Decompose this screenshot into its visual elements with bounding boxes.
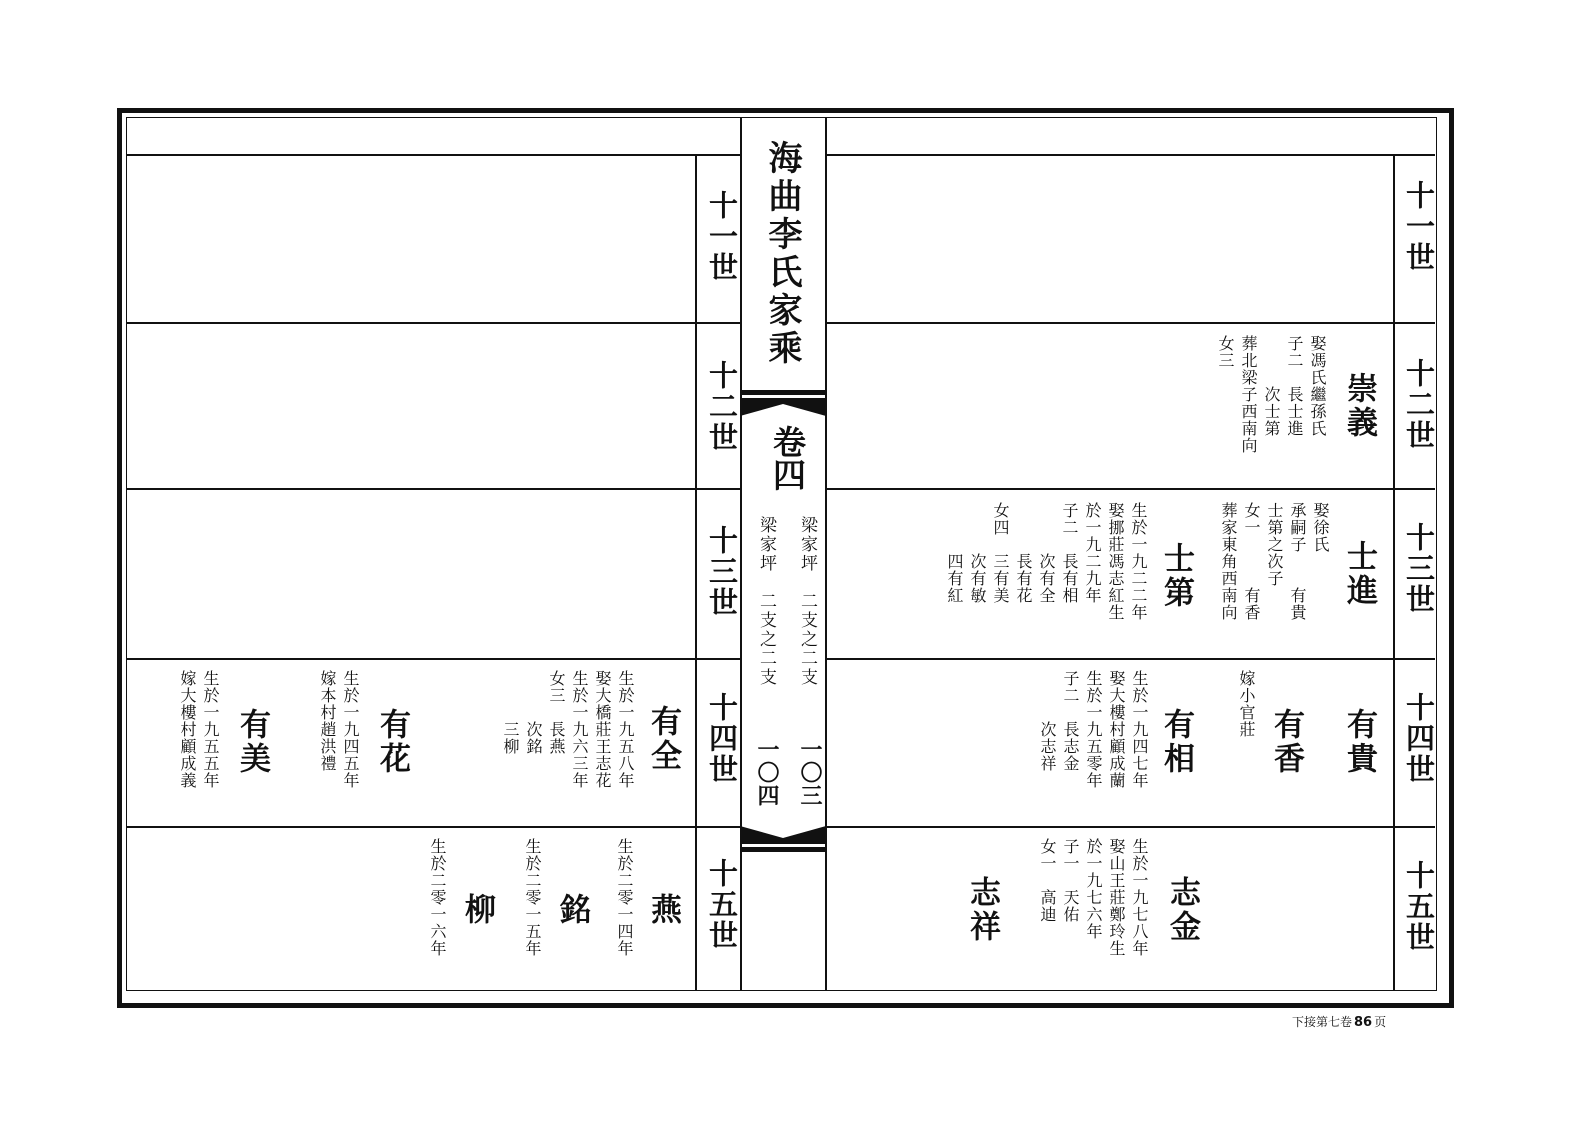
- gen-label-right-15: 十五世: [1402, 860, 1436, 953]
- person-name: 崇義: [1341, 372, 1377, 440]
- person-name: 有貴: [1341, 708, 1377, 776]
- fishtail-top: [740, 390, 826, 420]
- continuation-suffix: 页: [1374, 1015, 1387, 1029]
- fishtail-bottom: [740, 822, 826, 852]
- person-details: 生於二零一五年: [523, 838, 542, 957]
- volume-label: 卷四: [768, 425, 807, 491]
- person-details: 生於一九四五年 嫁本村趙洪禮: [318, 670, 360, 789]
- page-number-left: 一〇四: [754, 738, 780, 807]
- person-details: 嫁小官莊: [1237, 670, 1256, 738]
- person-details: 生於一九五五年 嫁大樓村顧成義: [178, 670, 220, 789]
- gen-label-left-12: 十二世: [705, 360, 739, 453]
- page-number-right: 一〇三: [797, 738, 823, 807]
- person-details: 生於一九四七年 娶大樓村顧成蘭 生於一九五零年 子二 長志金 次志祥: [1038, 670, 1149, 789]
- gen-label-left-14: 十四世: [705, 692, 739, 785]
- person-name: 銘: [554, 893, 590, 927]
- person-name: 志祥: [964, 876, 1000, 944]
- person-name: 志金: [1164, 876, 1200, 944]
- person-name: 燕: [645, 893, 681, 927]
- person-name: 有花: [374, 708, 410, 776]
- gen-label-left-15: 十五世: [705, 858, 739, 951]
- branch-label-right: 梁家坪 二支之二支: [797, 516, 817, 687]
- continuation-note: [1292, 1013, 1386, 1030]
- person-details: 生於二零一六年: [428, 838, 447, 957]
- person-details: 生於一九二二年 娶挪莊馮志紅生 於一九二九年 子二 長有相 次有全 長有花 女四 三有美 次有敏 四有紅: [945, 502, 1148, 621]
- gen-label-right-13: 十三世: [1402, 522, 1436, 615]
- person-name: 有相: [1158, 708, 1194, 776]
- person-details: 生於一九五八年 娶大橋莊王志花 生於一九六三年 女三 長燕 次銘 三柳: [501, 670, 635, 789]
- gen-label-left-13: 十三世: [705, 525, 739, 618]
- continuation-prefix: 下接第七卷: [1292, 1015, 1353, 1029]
- gen-label-right-12: 十二世: [1402, 358, 1436, 451]
- continuation-page: 86: [1354, 1015, 1373, 1030]
- person-name: 有美: [234, 708, 270, 776]
- person-name: 士第: [1158, 542, 1194, 610]
- gen-label-right-11: 十一世: [1402, 180, 1436, 273]
- person-name: 有香: [1268, 708, 1304, 776]
- person-name: 柳: [459, 893, 495, 927]
- book-title: 海曲李氏家乘: [762, 140, 802, 368]
- gen-label-right-14: 十四世: [1402, 692, 1436, 785]
- gen-label-left-11: 十一世: [705, 190, 739, 283]
- person-details: 娶馮氏繼孫氏 子二 長士進 次士第 葬北梁子西南向 女三: [1216, 335, 1327, 454]
- person-name: 有全: [645, 705, 681, 773]
- person-details: 娶徐氏 承嗣子 有貴 士第之次子 女一 有香 葬家東角西南向: [1219, 502, 1330, 621]
- person-name: 士進: [1341, 540, 1377, 608]
- person-details: 生於二零一四年: [615, 838, 634, 957]
- person-details: 生於一九七八年 娶山王莊鄭玲生 於一九七六年 子一 天佑 女一 高迪: [1038, 838, 1149, 957]
- branch-label-left: 梁家坪 二支之二支: [756, 516, 776, 687]
